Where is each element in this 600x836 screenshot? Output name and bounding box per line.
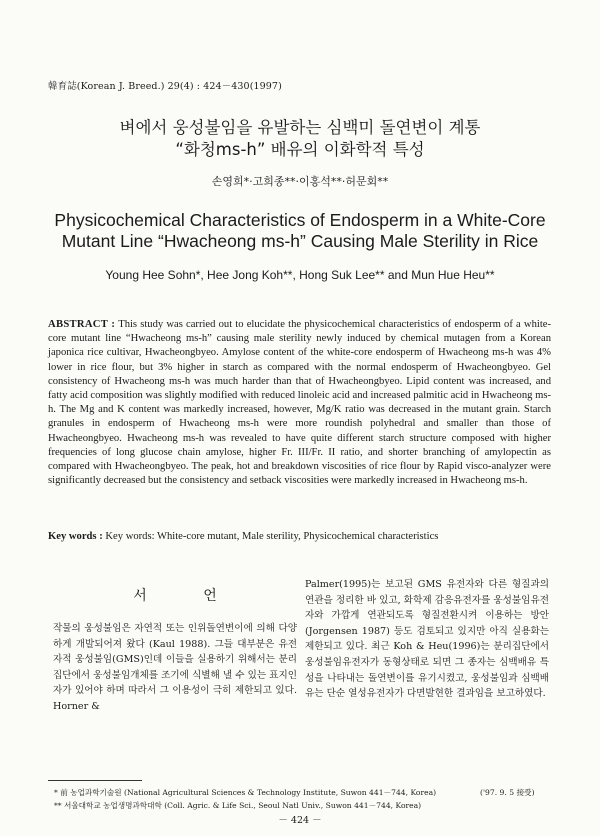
- page-number: － 424 －: [278, 815, 322, 826]
- footnote-affiliation-1: * 前 농업과학기술원 (National Agricultural Sciences & Technology Institute, Suwon 441－744, Korea): [54, 788, 437, 797]
- abstract-label: ABSTRACT :: [48, 319, 116, 330]
- footnote-divider: [48, 780, 142, 781]
- received-date: ('97. 9. 5 接受): [480, 788, 535, 797]
- keywords: [48, 531, 558, 542]
- body-right-column: Palmer(1995)는 보고된 GMS 유전자와 다른 형질과의 연관을 정리한 바 있고, 화학제 감응유전자를 웅성불임유전자와 가깝게 연관되도록 형질전환시켜 이용하는 방안 (Jorgensen 1987) 등도 검토되고 있지만 아직 실용화는 제한되고 있다. 최근 Koh & Heu(1996)는 분리집단에서 웅성불임유전자가 동형상태로 되면 그 종자는 심백배유 특성을 나타내는 돌연변이를 유기시켰고, 웅성불임과 심백배유는 단순 열성유전자가 다면발현한 결과임을 보고하였다.: [305, 579, 549, 700]
- english-title-line-1: Physicochemical Characteristics of Endosperm in a White-Core: [54, 210, 546, 230]
- footnote-affiliation-2: ** 서울대학교 농업생명과학대학 (Coll. Agric. & Life Sci., Seoul Natl Univ., Suwon 441－744, Korea): [54, 801, 422, 810]
- english-title-line-2: Mutant Line “Hwacheong ms-h” Causing Male Sterility in Rice: [61, 231, 539, 251]
- body-left-column: 작물의 웅성불임은 자연적 또는 인위돌연변이에 의해 다양하게 개발되어져 왔다 (Kaul 1988). 그들 대부분은 유전자적 웅성불임(GMS)인데 이들을 실용하기 위해서는 분리집단에서 웅성불임개체를 조기에 식별해 낼 수 있는 표지인자가 있어야 하며 따라서 그 이용성이 극히 제한되고 있다. Horner &: [53, 623, 297, 712]
- korean-title-line-2: “화청ms-h” 배유의 이화학적 특성: [175, 140, 425, 159]
- abstract: [48, 318, 551, 488]
- korean-authors: 손영희*·고희종**·이홍석**·허문회**: [211, 175, 389, 188]
- section-heading-introduction: 서 언: [133, 588, 243, 604]
- keywords-text: Key words: White-core mutant, Male sterility, Physicochemical characteristics: [105, 531, 439, 542]
- abstract-text: This study was carried out to elucidate the physicochemical characteristics of endosperm of a white-core mutant line “Hwacheong ms-h” causing male sterility newly induced by chemical mutagen from a Korean japonica rice cultivar, Hwacheongbyeo. Amylose content of the white-core endosperm of Hwacheong ms-h was 4% lower in rice flour, but 3% higher in starch as compared with the normal endosperm of Hwacheongbyeo. Gel consistency of Hwacheong ms-h was much harder than that of Hwacheongbyeo. Lipid content was increased, and fatty acid composition was slightly modified with reduced linoleic acid and increased palmitic acid in Hwacheong ms-h. The Mg and K content was markedly increased, however, Mg/K ratio was decreased in the mutant grain. Starch granules in endosperm of Hwacheong ms-h were more roundish polyhedral and smaller than those of Hwacheongbyeo. Hwacheong ms-h was revealed to have quite different starch structure composed with higher frequencies of long glucose chain amylose, higher Fr. III/Fr. II ratio, and shorter branching of amylopectin as compared with Hwacheongbyeo. The peak, hot and breakdown viscosities of rice flour by Rapid visco-analyzer were significantly decreased but the consistency and setback viscosities were markedly increased in Hwacheong ms-h.: [48, 319, 551, 487]
- korean-title-line-1: 벼에서 웅성불임을 유발하는 심백미 돌연변이 계통: [119, 118, 481, 137]
- english-authors: Young Hee Sohn*, Hee Jong Koh**, Hong Suk Lee** and Mun Hue Heu**: [105, 268, 495, 282]
- journal-reference: 韓育誌(Korean J. Breed.) 29(4) : 424－430(1997): [48, 81, 282, 92]
- keywords-label: Key words :: [48, 531, 103, 542]
